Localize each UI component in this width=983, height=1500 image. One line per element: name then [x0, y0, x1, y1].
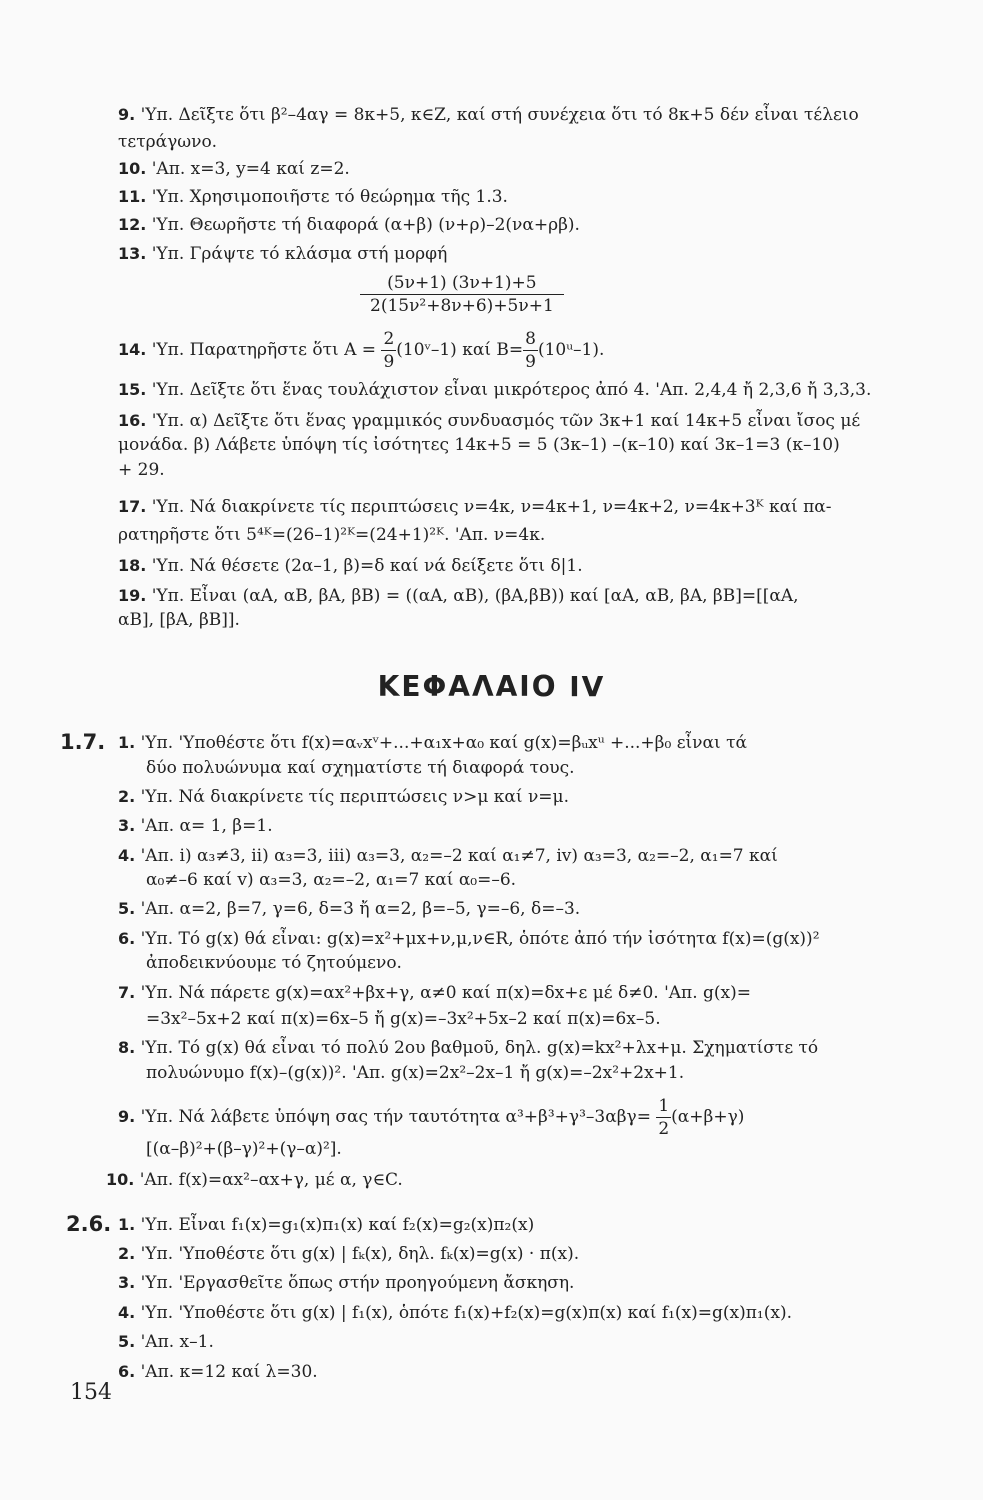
item-number: 18. [118, 556, 147, 575]
item-number: 5. [118, 1332, 136, 1351]
item-number: 10. [118, 159, 147, 178]
sec1-item-2 [118, 786, 569, 808]
fraction-b [523, 328, 538, 373]
fraction-denominator: 9 [383, 352, 395, 372]
item-text: + 29. [118, 460, 165, 480]
item-text: 'Υπ. 'Υποθέστε ὅτι g(x) | fₖ(x), δηλ. fₖ(x)=g(x) · π(x). [140, 1244, 580, 1264]
item-16 [118, 410, 860, 432]
item-text: 'Απ. x=3, y=4 καί z=2. [151, 159, 350, 179]
item-text: 'Υπ. Χρησιμοποιῆστε τό θεώρημα τῆς 1.3. [151, 187, 508, 207]
sec1-item-1-cont [146, 757, 575, 779]
item-number: 2. [118, 1244, 136, 1263]
item-text: (α+β+γ) [671, 1107, 745, 1127]
item-number: 13. [118, 244, 147, 263]
item-text: 'Υπ. α) Δεῖξτε ὅτι ἕνας γραμμικός συνδυασμός τῶν 3κ+1 καί 14κ+5 εἶναι ἴσος μέ [151, 411, 861, 431]
item-text: 'Υπ. Γράψτε τό κλάσμα στή μορφή [151, 244, 448, 264]
item-text: 'Υπ. Νά διακρίνετε τίς περιπτώσεις ν=4κ, ν=4κ+1, ν=4κ+2, ν=4κ+3ᴷ καί πα- [151, 497, 832, 517]
item-text: 'Υπ. Τό g(x) θά εἶναι τό πολύ 2ου βαθμοῦ, δηλ. g(x)=kx²+λx+μ. Σχηματίστε τό [140, 1038, 819, 1058]
sec2-item-6 [118, 1361, 318, 1383]
sec2-item-2 [118, 1243, 579, 1265]
sec1-item-1 [118, 732, 747, 754]
item-text: 'Υπ. Νά διακρίνετε τίς περιπτώσεις ν>μ καί ν=μ. [140, 787, 569, 807]
item-number: 14. [118, 340, 147, 359]
item-16-cont [118, 434, 840, 456]
item-number: 12. [118, 215, 147, 234]
item-16-cont2 [118, 459, 165, 481]
item-19 [118, 585, 799, 607]
sec1-item-7-cont [146, 1008, 661, 1030]
item-17-cont [118, 524, 545, 546]
item-text: (10ᵘ–1). [537, 340, 605, 360]
item-text: 'Απ. α= 1, β=1. [140, 816, 273, 836]
item-text: 'Υπ. 'Υποθέστε ὅτι g(x) | f₁(x), ὁπότε f₁(x)+f₂(x)=g(x)π(x) καί f₁(x)=g(x)π₁(x). [140, 1303, 792, 1323]
item-number: 3. [118, 816, 136, 835]
item-17 [118, 496, 832, 518]
item-text: 'Απ. i) α₃≠3, ii) α₃=3, iii) α₃=3, α₂=–2 καί α₁≠7, iv) α₃=3, α₂=–2, α₁=7 καί [140, 846, 778, 866]
item-13 [118, 243, 447, 265]
fraction-numerator: 2 [383, 329, 395, 349]
fraction-numerator: (5ν+1) (3ν+1)+5 [360, 272, 564, 295]
sec1-item-6-cont [146, 952, 402, 974]
fraction-half [656, 1095, 671, 1140]
item-9-cont [118, 131, 217, 153]
item-text: 'Υπ. Δεῖξτε ὅτι ἕνας τουλάχιστον εἶναι μικρότερος ἀπό 4. 'Απ. 2,4,4 ἤ 2,3,6 ἤ 3,3,3. [151, 380, 872, 400]
sec1-item-9-cont [146, 1138, 342, 1160]
item-text: (10ᵛ–1) καί B= [396, 340, 524, 360]
item-number: 8. [118, 1038, 136, 1057]
item-number: 2. [118, 787, 136, 806]
item-text: δύο πολυώνυμα καί σχηματίστε τή διαφορά τους. [146, 758, 575, 778]
item-text: α₀≠–6 καί v) α₃=3, α₂=–2, α₁=7 καί α₀=–6. [146, 870, 517, 890]
item-text: 'Υπ. Νά πάρετε g(x)=αx²+βx+γ, α≠0 καί π(x)=δx+ε μέ δ≠0. 'Απ. g(x)= [140, 983, 751, 1003]
sec2-item-3 [118, 1272, 574, 1294]
item-number: 17. [118, 497, 147, 516]
item-text: 'Υπ. Δεῖξτε ὅτι β²–4αγ = 8κ+5, κ∈Ζ, καί στή συνέχεια ὅτι τό 8κ+5 δέν εἶναι τέλειο [140, 105, 859, 125]
sec1-item-4 [118, 845, 778, 867]
item-number: 6. [118, 1362, 136, 1381]
fraction-numerator: 1 [658, 1096, 670, 1116]
item-text: αΒ], [βΑ, βΒ]]. [118, 610, 240, 630]
item-number: 1. [118, 1215, 136, 1234]
fraction-numerator: 8 [525, 329, 536, 349]
chapter-heading: ΚΕΦΑΛΑΙΟ IV [377, 670, 606, 703]
sec1-item-5 [118, 898, 580, 920]
item-text: 'Υπ. Νά λάβετε ὑπόψη σας τήν ταυτότητα α³+β³+γ³–3αβγ= [140, 1107, 651, 1127]
item-18 [118, 555, 583, 577]
item-number: 4. [118, 846, 136, 865]
sec1-item-6 [118, 928, 820, 950]
item-number: 3. [118, 1273, 136, 1292]
sec1-item-8 [118, 1037, 818, 1059]
item-number: 4. [118, 1303, 136, 1322]
item-number: 11. [118, 187, 147, 206]
item-text: 'Υπ. Εἶναι (αΑ, αΒ, βΑ, βΒ) = ((αΑ, αΒ), (βΑ,βΒ)) καί [αΑ, αΒ, βΑ, βΒ]=[[αΑ, [151, 586, 799, 606]
item-text: ἀποδεικνύουμε τό ζητούμενο. [146, 953, 402, 973]
item-19-cont [118, 609, 240, 631]
item-text: μονάδα. β) Λάβετε ὑπόψη τίς ἰσότητες 14κ+5 = 5 (3κ–1) –(κ–10) καί 3κ–1=3 (κ–10) [118, 435, 840, 455]
item-number: 15. [118, 380, 147, 399]
item-text: τετράγωνο. [118, 132, 218, 152]
sec1-item-10 [106, 1169, 403, 1191]
sec1-item-3 [118, 815, 273, 837]
item-text: 'Απ. κ=12 καί λ=30. [140, 1362, 318, 1382]
item-number: 6. [118, 929, 136, 948]
page-number: 154 [70, 1380, 112, 1405]
item-text: 'Απ. α=2, β=7, γ=6, δ=3 ἤ α=2, β=–5, γ=–6, δ=–3. [140, 899, 581, 919]
fraction-a [381, 328, 396, 373]
item-text: =3x²–5x+2 καί π(x)=6x–5 ἤ g(x)=–3x²+5x–2 καί π(x)=6x–5. [146, 1009, 661, 1029]
item-15 [118, 379, 871, 401]
item-number: 1. [118, 733, 136, 752]
item-text: 'Υπ. Τό g(x) θά εἶναι: g(x)=x²+μx+ν,μ,ν∈R, ὁπότε ἀπό τήν ἰσότητα f(x)=(g(x))² [140, 929, 820, 949]
fraction-13 [360, 272, 564, 317]
fraction-denominator: 9 [525, 352, 536, 372]
sec2-item-5 [118, 1331, 214, 1353]
item-text: 'Υπ. 'Υποθέστε ὅτι f(x)=αᵥxᵛ+...+α₁x+α₀ καί g(x)=βᵤxᵘ +...+β₀ εἶναι τά [140, 733, 747, 753]
section-number: 1.7. [60, 730, 106, 754]
item-number: 7. [118, 983, 136, 1002]
item-text: 'Υπ. Θεωρῆστε τή διαφορά (α+β) (ν+ρ)–2(να+ρβ). [151, 215, 580, 235]
sec1-item-9 [118, 1095, 744, 1140]
item-10 [118, 158, 350, 180]
item-text: 'Υπ. Νά θέσετε (2α–1, β)=δ καί νά δείξετε ὅτι δ|1. [151, 556, 583, 576]
sec2-item-4 [118, 1302, 792, 1324]
fraction-denominator: 2 [658, 1119, 670, 1139]
item-12 [118, 214, 580, 236]
item-number: 9. [118, 105, 136, 124]
item-text: 'Απ. f(x)=αx²–αx+γ, μέ α, γ∈C. [139, 1170, 403, 1190]
item-9 [118, 104, 859, 126]
sec2-item-1 [118, 1214, 534, 1236]
fraction-denominator: 2(15ν²+8ν+6)+5ν+1 [370, 296, 554, 316]
item-number: 19. [118, 586, 147, 605]
item-14 [118, 328, 604, 373]
sec1-item-8-cont [146, 1062, 684, 1084]
item-text: [(α–β)²+(β–γ)²+(γ–α)²]. [146, 1139, 342, 1159]
sec1-item-7 [118, 982, 751, 1004]
item-text: 'Υπ. Εἶναι f₁(x)=g₁(x)π₁(x) καί f₂(x)=g₂(x)π₂(x) [140, 1215, 535, 1235]
item-11 [118, 186, 508, 208]
sec1-item-4-cont [146, 869, 516, 891]
item-number: 10. [106, 1170, 135, 1189]
item-text: ρατηρῆστε ὅτι 5⁴ᴷ=(26–1)²ᴷ=(24+1)²ᴷ. 'Απ. ν=4κ. [118, 525, 546, 545]
item-text: 'Υπ. Παρατηρῆστε ὅτι A = [151, 340, 377, 360]
item-text: πολυώνυμο f(x)–(g(x))². 'Απ. g(x)=2x²–2x–1 ἤ g(x)=–2x²+2x+1. [146, 1063, 685, 1083]
item-number: 9. [118, 1107, 136, 1126]
item-text: 'Υπ. 'Εργασθεῖτε ὅπως στήν προηγούμενη ἄσκηση. [140, 1273, 575, 1293]
item-text: 'Απ. x–1. [140, 1332, 214, 1352]
item-number: 5. [118, 899, 136, 918]
item-number: 16. [118, 411, 147, 430]
section-number: 2.6. [66, 1212, 112, 1236]
